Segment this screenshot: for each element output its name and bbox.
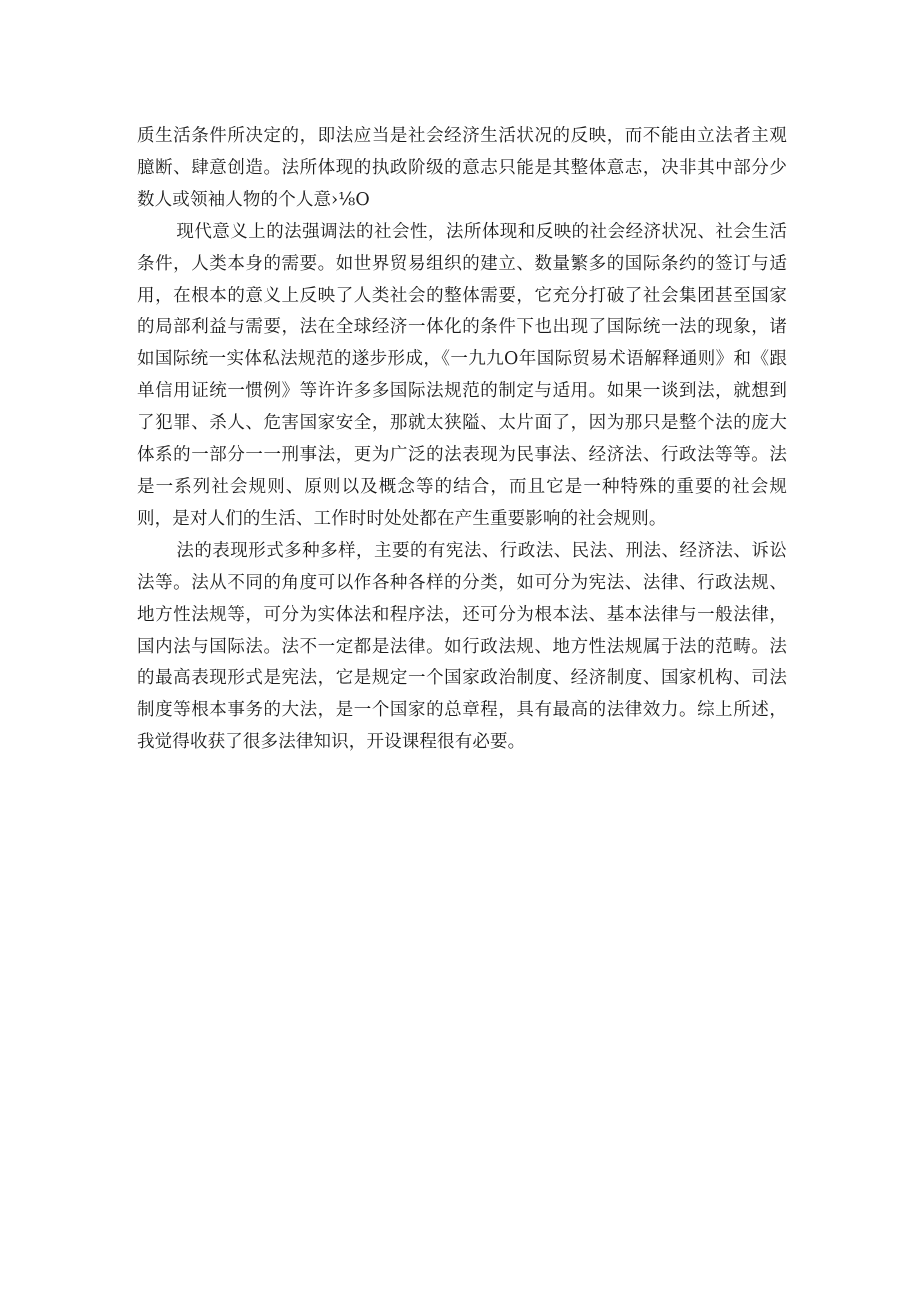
paragraph-modern-law: 现代意义上的法强调法的社会性，法所体现和反映的社会经济状况、社会生活条件，人类本身的需要。如世界贸易组织的建立、数量繁多的国际条约的签订与适用，在根本的意义上反映了人类社会的整体需要，它充分打破了社会集团甚至国家的局部利益与需要，法在全球经济一体化的条件下也出现了国际统一法的现象，诸如国际统一实体私法规范的遂步形成，《一九九O年国际贸易术语解释通则》和《跟单信用证统一惯例》等许许多多国际法规范的制定与适用。如果一谈到法，就想到了犯罪、杀人、危害国家安全，那就太狭隘、太片面了，因为那只是整个法的庞大体系的一部分一一刑事法，更为广泛的法表现为民事法、经济法、行政法等等。法是一系列社会规则、原则以及概念等的结合，而且它是一种特殊的重要的社会规则，是对人们的生活、工作时时处处都在产生重要影响的社会规则。: [137, 221, 787, 529]
document-body: [137, 121, 787, 759]
paragraph-law-forms: 法的表现形式多种多样，主要的有宪法、行政法、民法、刑法、经济法、诉讼法等。法从不同的角度可以作各种各样的分类，如可分为宪法、法律、行政法规、地方性法规等，可分为实体法和程序法，还可分为根本法、基本法律与一般法律，国内法与国际法。法不一定都是法律。如行政法规、地方性法规属于法的范畴。法的最高表现形式是宪法，它是规定一个国家政治制度、经济制度、国家机构、司法制度等根本事务的大法，是一个国家的总章程，具有最高的法律效力。综上所述，我觉得收获了很多法律知识，开设课程很有必要。: [137, 540, 787, 753]
paragraph-continuation: 质生活条件所决定的，即法应当是社会经济生活状况的反映，而不能由立法者主观臆断、肆意创造。法所体现的执政阶级的意志只能是其整体意志，决非其中部分少数人或领袖人物的个人意›⅛O: [137, 126, 787, 210]
